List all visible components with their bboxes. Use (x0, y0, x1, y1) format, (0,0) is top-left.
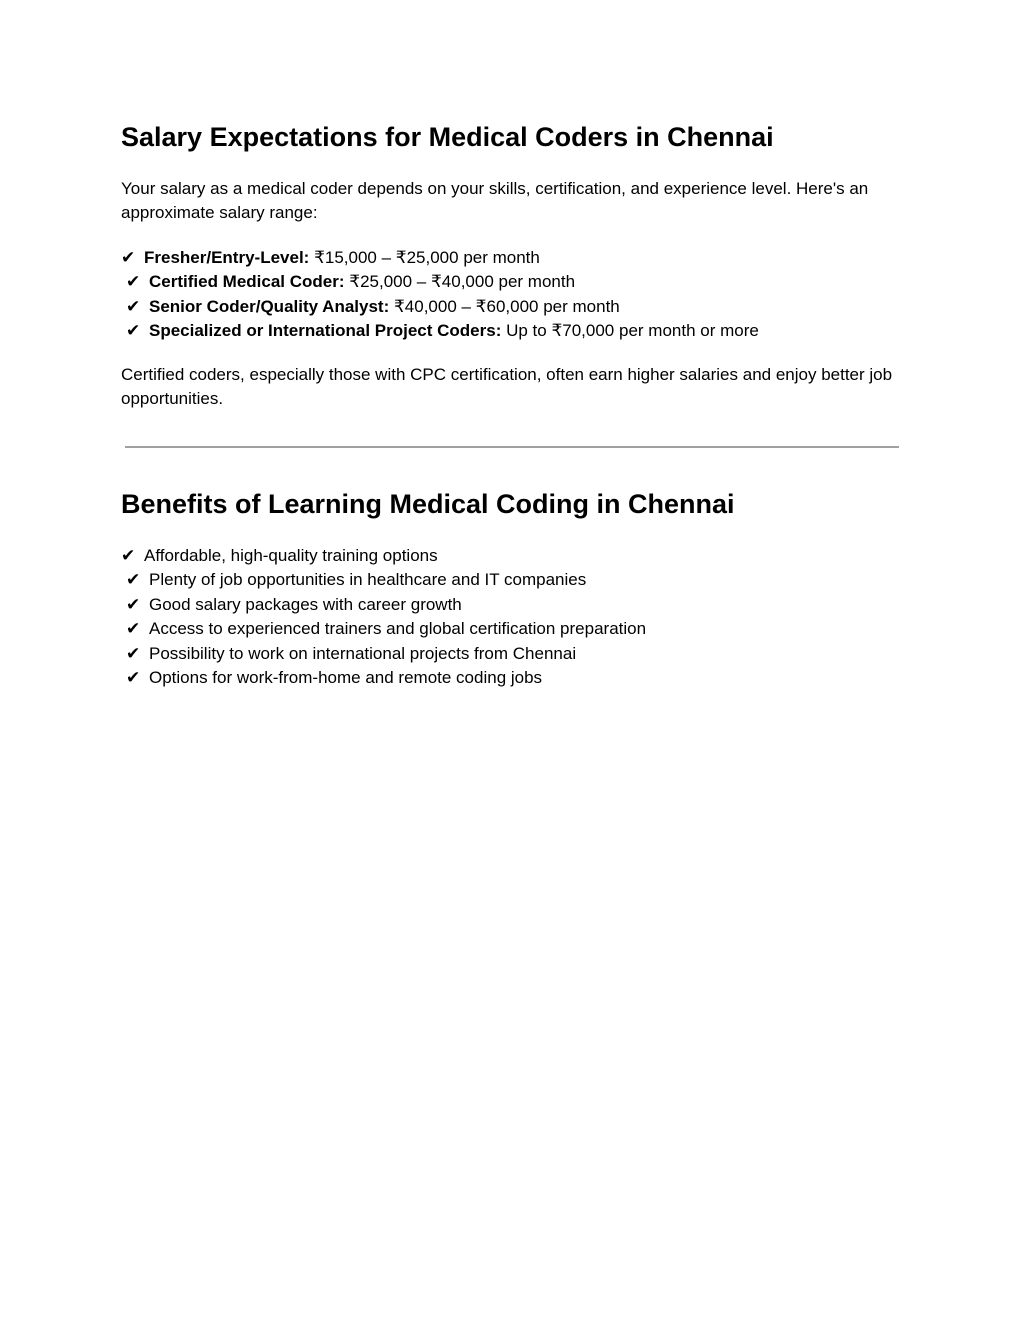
checkmark-icon: ✔ (121, 546, 136, 566)
checkmark-icon: ✔ (126, 570, 141, 591)
checkmark-icon: ✔ (121, 248, 136, 268)
checkmark-icon: ✔ (126, 272, 141, 293)
benefit-text: Good salary packages with career growth (149, 594, 462, 614)
benefit-item (121, 617, 646, 641)
checkmark-icon: ✔ (126, 296, 141, 317)
benefit-text: Possibility to work on international projects from Chennai (149, 643, 577, 663)
salary-item-label: Fresher/Entry-Level: (144, 248, 310, 267)
salary-item-label: Certified Medical Coder: (149, 272, 345, 292)
salary-item-value: ₹40,000 – ₹60,000 per month (389, 296, 620, 316)
salary-intro-paragraph: Your salary as a medical coder depends on your skills, certification, and experience level. Here's an approximate salary range: (121, 179, 869, 222)
benefit-item (121, 642, 646, 666)
benefit-item (121, 593, 646, 617)
salary-item-certified (121, 270, 759, 294)
benefit-text: Affordable, high-quality training options (144, 546, 438, 565)
salary-item-label: Specialized or International Project Coders: (149, 321, 502, 341)
checkmark-icon: ✔ (126, 594, 141, 615)
checkmark-icon: ✔ (126, 668, 141, 689)
salary-range-list (121, 246, 759, 344)
section-divider (125, 446, 899, 448)
checkmark-icon: ✔ (126, 321, 141, 342)
salary-item-fresher (121, 246, 759, 270)
benefit-item (121, 568, 646, 592)
salary-section-heading: Salary Expectations for Medical Coders in Chennai (121, 122, 774, 152)
benefit-item (121, 544, 646, 568)
benefits-section-heading: Benefits of Learning Medical Coding in Chennai (121, 489, 735, 519)
benefit-text: Access to experienced trainers and global certification preparation (149, 619, 647, 639)
benefit-text: Options for work-from-home and remote coding jobs (149, 668, 543, 688)
benefits-list (121, 544, 646, 690)
benefit-item (121, 666, 646, 690)
salary-item-value: ₹15,000 – ₹25,000 per month (309, 248, 540, 267)
salary-item-label: Senior Coder/Quality Analyst: (149, 296, 390, 316)
salary-item-value: Up to ₹70,000 per month or more (501, 321, 759, 341)
checkmark-icon: ✔ (126, 619, 141, 640)
checkmark-icon: ✔ (126, 643, 141, 664)
salary-note-paragraph: Certified coders, especially those with CPC certification, often earn higher salaries and enjoy better job opportunities. (121, 365, 893, 408)
salary-item-value: ₹25,000 – ₹40,000 per month (344, 272, 576, 292)
salary-item-specialized (121, 319, 759, 343)
benefit-text: Plenty of job opportunities in healthcare and IT companies (149, 570, 587, 590)
salary-item-senior (121, 295, 759, 319)
